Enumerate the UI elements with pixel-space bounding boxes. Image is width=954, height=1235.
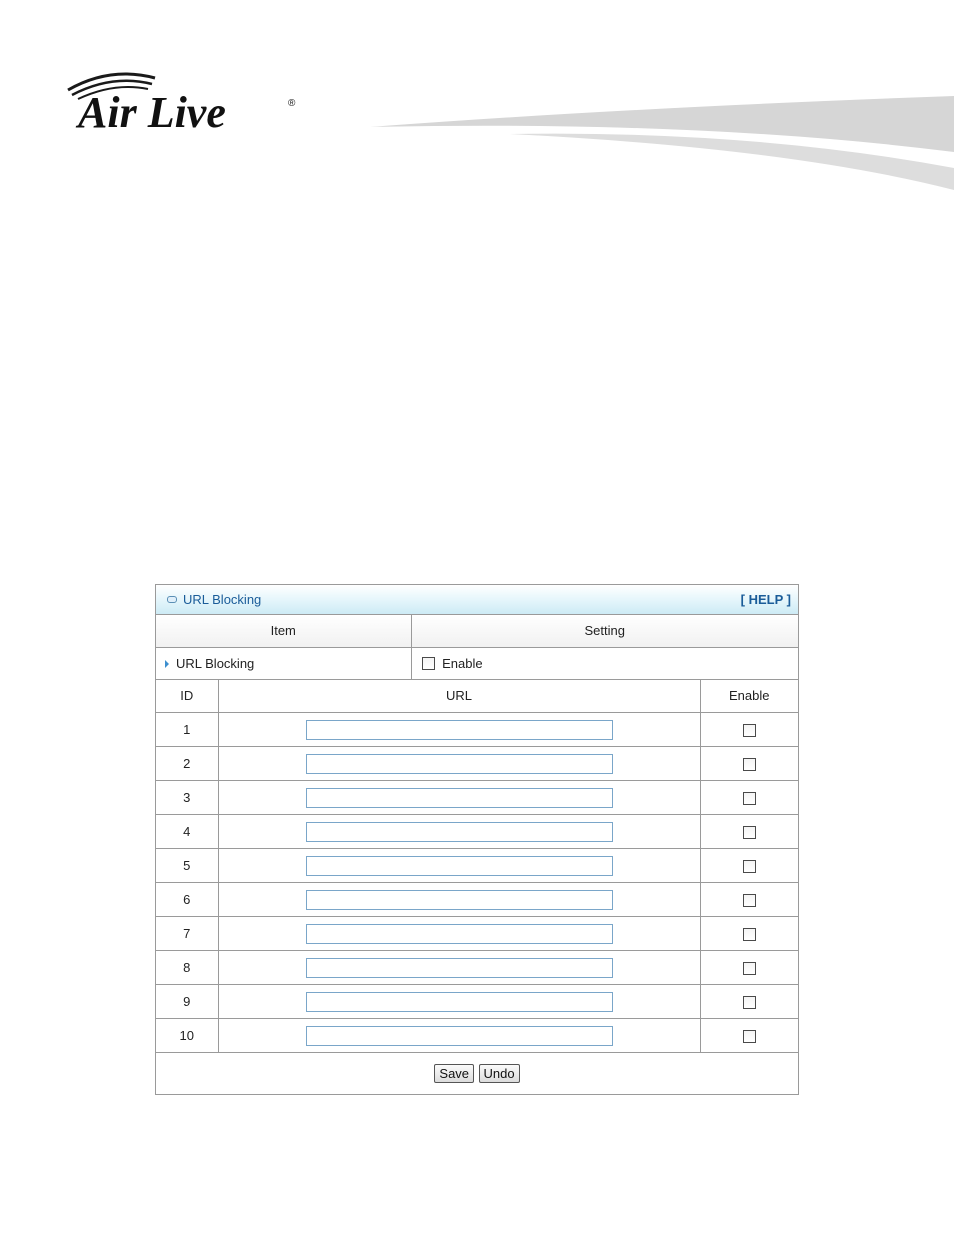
url-row bbox=[156, 917, 798, 951]
url-blocking-label: URL Blocking bbox=[176, 655, 255, 671]
url-row-id: 6 bbox=[156, 883, 218, 917]
url-blocking-row bbox=[156, 647, 798, 679]
url-row bbox=[156, 781, 798, 815]
url-row bbox=[156, 849, 798, 883]
url-row-id: 10 bbox=[156, 1019, 218, 1053]
url-enable-checkbox[interactable] bbox=[743, 860, 756, 873]
panel-title: URL Blocking bbox=[183, 592, 262, 607]
airlive-logo bbox=[60, 62, 310, 142]
enable-column-header: Enable bbox=[700, 680, 798, 713]
undo-button[interactable]: Undo bbox=[479, 1064, 520, 1083]
item-column-header: Item bbox=[156, 615, 411, 647]
url-enable-checkbox[interactable] bbox=[743, 962, 756, 975]
url-enable-checkbox[interactable] bbox=[743, 758, 756, 771]
url-input[interactable] bbox=[306, 788, 613, 808]
url-list-header-row bbox=[156, 680, 798, 713]
url-input[interactable] bbox=[306, 856, 613, 876]
url-enable-checkbox[interactable] bbox=[743, 724, 756, 737]
url-row-id: 2 bbox=[156, 747, 218, 781]
url-input[interactable] bbox=[306, 1026, 613, 1046]
header-swoosh bbox=[370, 90, 954, 200]
url-row-id: 7 bbox=[156, 917, 218, 951]
url-blocking-enable-label: Enable bbox=[442, 656, 483, 672]
arrow-right-icon bbox=[165, 660, 169, 668]
url-enable-checkbox[interactable] bbox=[743, 894, 756, 907]
url-input[interactable] bbox=[306, 890, 613, 910]
url-blocking-panel bbox=[155, 584, 799, 1095]
url-enable-checkbox[interactable] bbox=[743, 826, 756, 839]
help-link[interactable]: [ HELP ] bbox=[740, 592, 791, 607]
url-row-id: 8 bbox=[156, 951, 218, 985]
url-input[interactable] bbox=[306, 992, 613, 1012]
url-row bbox=[156, 1019, 798, 1053]
url-row-id: 5 bbox=[156, 849, 218, 883]
settings-header-row bbox=[156, 615, 798, 647]
url-input[interactable] bbox=[306, 720, 613, 740]
url-blocking-enable-checkbox[interactable] bbox=[422, 657, 435, 670]
url-input[interactable] bbox=[306, 924, 613, 944]
panel-bullet-icon bbox=[167, 596, 177, 603]
registered-mark: ® bbox=[288, 98, 296, 109]
url-input[interactable] bbox=[306, 754, 613, 774]
url-enable-checkbox[interactable] bbox=[743, 1030, 756, 1043]
url-row bbox=[156, 747, 798, 781]
url-enable-checkbox[interactable] bbox=[743, 928, 756, 941]
save-button[interactable]: Save bbox=[434, 1064, 474, 1083]
id-column-header: ID bbox=[156, 680, 218, 713]
url-row-id: 1 bbox=[156, 713, 218, 747]
action-bar bbox=[156, 1053, 798, 1094]
url-row bbox=[156, 883, 798, 917]
url-rows bbox=[156, 713, 798, 1053]
url-enable-checkbox[interactable] bbox=[743, 996, 756, 1009]
url-row-id: 9 bbox=[156, 985, 218, 1019]
url-input[interactable] bbox=[306, 958, 613, 978]
url-row bbox=[156, 951, 798, 985]
url-row bbox=[156, 713, 798, 747]
url-column-header: URL bbox=[218, 680, 700, 713]
settings-table bbox=[156, 615, 798, 680]
url-enable-checkbox[interactable] bbox=[743, 792, 756, 805]
url-input[interactable] bbox=[306, 822, 613, 842]
url-list-table bbox=[156, 680, 798, 1054]
url-row-id: 4 bbox=[156, 815, 218, 849]
url-row bbox=[156, 985, 798, 1019]
panel-titlebar bbox=[156, 585, 798, 615]
setting-column-header: Setting bbox=[411, 615, 798, 647]
url-row-id: 3 bbox=[156, 781, 218, 815]
url-row bbox=[156, 815, 798, 849]
logo-text: Air Live bbox=[78, 88, 226, 137]
